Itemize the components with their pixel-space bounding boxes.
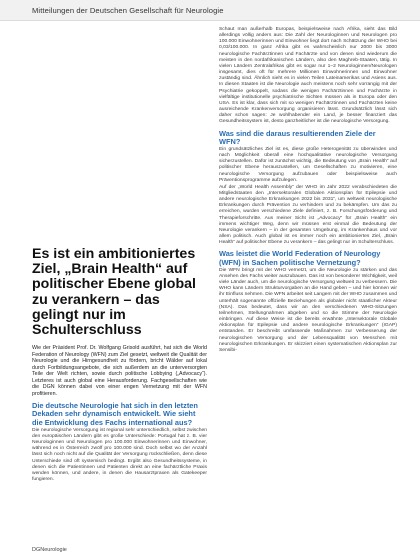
journal-header: Mitteilungen der Deutschen Gesellschaft für Neurologie <box>32 6 224 15</box>
body-paragraph-4: Auf der „World Health Assembly“ der WHO im Jahr 2022 verabschiedeten die Mitgliedstaaten den „Intersektoralen Globalen Aktionsplan für Epilepsie und andere neurologische Erkrankungen 2022 bis 2031“, um weltweit neurologische Erkrankungen durch Prävention zu verhindern und zu bekämpfen. Um das zu erreichen, wurden verschiedene Ziele definiert, z. B. Forschungsförderung und Therapieforschritte. Aus meiner Sicht ist „Advocacy“ für „Brain Health“ ein immens wichtiger Weg, denn wir müssen erst einmal die Bedeutung der Neurologie verankern – in der gesamten Umgebung, im Krankenhaus und vor allem politisch. Auch global ist es immer noch ein ambitioniertes Ziel, „Brain Health“ auf politischer Ebene zu verankern – das gelingt nur im Schulterschluss. <box>219 184 397 246</box>
left-column <box>32 247 207 483</box>
intro-paragraph: Wie der Präsident Prof. Dr. Wolfgang Grisold ausführt, hat sich die World Federation of Neurology (WFN) zum Ziel gesetzt, weltweit die Qualität der Neurologie und die Hirngesundheit zu fördern, bricht Wälder auf lokal durch Fortbildungsangebote, die sich außerdem an die unterversorgten Teile der Welt richten, sowie durch politische Lobbying („Advocacy“). Letzteres ist auch global eine Herausforderung. Fachgesellschaften wie die DGN können dabei von einer engen Vernetzung mit der WFN profitieren. <box>32 345 207 397</box>
right-column <box>219 27 397 354</box>
question-heading-3: Was leistet die World Federation of Neurology (WFN) in Sachen politische Vernetzung? <box>219 249 381 267</box>
body-paragraph-3: Ein grundsätzliches Ziel ist es, diese große Heterogenität zu überwinden und nach Möglichkeit überall eine hochqualitative neurologische Versorgung sicherzustellen. Dafür ist zunächst wichtig, die Bedeutung von „Brain Health“ auf politischer Ebene herauszustellen, um Gesellschaften zu motivieren, eine neurologische Versorgung aufzubauen oder beispielsweise auch Präventionsprogramme aufzulegen. <box>219 146 397 183</box>
body-paragraph-2: Schaut man außerhalb Europas, beispielsweise nach Afrika, sieht das Bild allerdings völlig anders aus: Die Zahl der Neurologinnen und Neurologen pro 100.000 Einwohnerinnen und Einwohner liegt dort nach Schätzung der WHO bei 0,03/100.000. In ganz Afrika gibt es wahrscheinlich nur 2000 bis 3000 neurologische Fachärztinnen und Fachärzte und von denen sind wiederum die meisten in den nordafrikanischen Ländern, also den Maghreb-Staaten, tätig. In vielen Ländern Zentralafrikas gibt es sogar nur 1–2 Neurologinnen/Neurologen insgesamt, dies oft für mehrere Millionen Einwohnerinnen und Einwohner zuständig sind. Ähnlich sieht es in vielen Teilen Lateinamerikas und Asiens aus. In diesen Staaten ist die Neurologie auch meistens noch sehr vorrangig mit der Psychiatrie gekoppelt, sodass die wenigen Fachärztinnen und Fachärzte in vielfältige institutionelle psychiatrische Sichten müssen als in Europa oder den USA. Es ist klar, dass sich mit so wenigen Fachärztinnen und Fachärzten keine ausreichende Krankenversorgung organisieren lässt. Grundsätzlich lässt sich daher schon sagen: Je wohlhabender ein Land, je besser finanziert das Gesundheitssystem ist, desto ganzheitlicher ist die neurologische Versorgung. <box>219 27 397 125</box>
body-paragraph-1: Die neurologische Versorgung ist regional sehr unterschiedlich, selbst zwischen den europäischen Ländern gibt es große Unterschiede: Portugal hat z. B. vier Neurologinnen und Neurologen pro 100.000 Einwohnerinnen und Einwohner, während es in Österreich zwölf pro 100.000 sind. Doch selbst wo der Anzahl lässt sich noch nicht auf die Qualität der Versorgung rückschließen, denn diese Unterschiede sind oft systemisch bedingt. Ergibt also Gesundheitssysteme, in denen sich die Patientinnen und Patienten direkt an eine fachärztliche Praxis wenden können, und andere, in denen die Hausarztpraxen als Gatekeeper fungieren. <box>32 427 207 483</box>
body-paragraph-5: Die WFN bringt mit der WHO vernetzt, um die Neurologie zu stärken und das Ansehen des Fachs weiter auszubauen. Das ist von besonderer Wichtigkeit, weil viele Länder auch, um die neurologische Versorgung weltweit zu verbessern. Die WHO kann Ländern Strukturvorgaben an die Hand geben – und hier können wir ihr Einfluss nehmen. Die WFN arbeitet seit Langem mit der WHO zusammen und unterhält sogenannte offizielle Beziehungen als globaler nicht staatlicher Akteur (NSA). Das bedeutet, dass wir an den verschiedenen WHO-Sitzungen teilnehmen, Stellungnahmen abgeben und so die Stimme der Neurologie einbringen. Auf diese Weise ist die bereits erwähnte „Intersektorale Globale Aktionsplan für Epilepsie und andere neurologische Erkrankungen“ (IGAP) entstanden. Er beschreibt umfassende Maßnahmen zur Verbesserung der neurologischen Versorgung und der Lebensqualität von Menschen mit neurologischen Erkrankungen. Er skizziert einen systematischen Aktionsplan zur Sensibi- <box>219 267 397 353</box>
question-heading-1: Die deutsche Neurologie hat sich in den letzten Dekaden sehr dynamisch entwickelt. Wie sieht die Entwicklung des Fachs international aus? <box>32 401 198 427</box>
footer-journal-name: DGNeurologie <box>32 547 67 553</box>
article-title: Es ist ein ambitioniertes Ziel, „Brain Health“ auf politischer Ebene global zu verankern – das gelingt nur im Schulterschluss <box>32 246 196 339</box>
question-heading-2: Was sind die daraus resultierenden Ziele der WFN? <box>219 128 376 146</box>
